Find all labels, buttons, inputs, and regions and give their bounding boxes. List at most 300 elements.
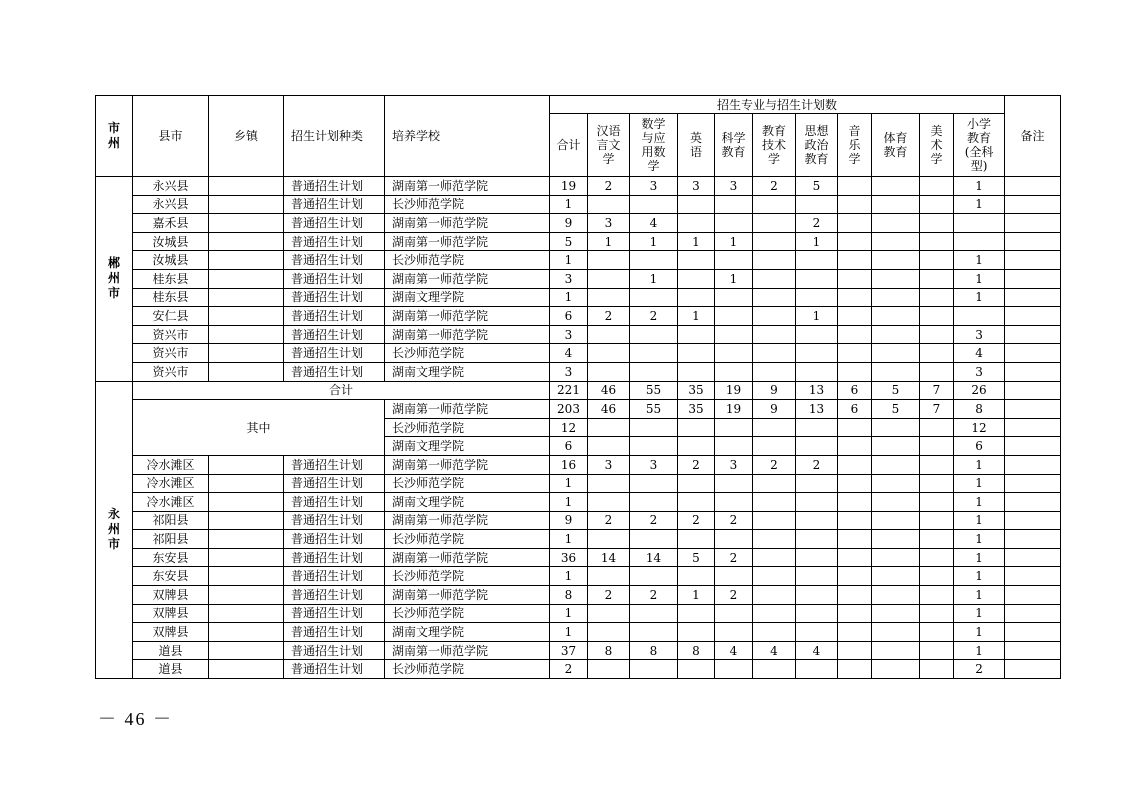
remark-cell	[1005, 325, 1061, 344]
town-cell	[209, 177, 284, 196]
value-cell	[838, 623, 872, 642]
value-cell: 4	[630, 214, 678, 233]
plan-type-cell: 普通招生计划	[284, 288, 385, 307]
plan-type-cell: 普通招生计划	[284, 269, 385, 288]
value-cell	[678, 530, 715, 549]
value-cell: 2	[550, 660, 588, 679]
town-cell	[209, 641, 284, 660]
value-cell: 1	[550, 195, 588, 214]
county-cell: 双牌县	[133, 586, 209, 605]
value-cell	[678, 567, 715, 586]
value-cell: 1	[954, 195, 1005, 214]
value-cell: 6	[550, 437, 588, 456]
plan-type-cell: 普通招生计划	[284, 177, 385, 196]
table-row	[96, 325, 1061, 344]
value-cell	[630, 474, 678, 493]
remark-cell	[1005, 269, 1061, 288]
header-plan-type: 招生计划种类	[284, 96, 385, 177]
table-body	[96, 177, 1061, 679]
value-cell: 2	[715, 511, 753, 530]
county-cell: 桂东县	[133, 288, 209, 307]
school-cell: 湖南第一师范学院	[385, 511, 550, 530]
value-cell	[588, 623, 630, 642]
value-cell	[678, 604, 715, 623]
value-cell	[838, 418, 872, 437]
value-cell	[838, 269, 872, 288]
value-cell	[753, 344, 796, 363]
value-cell	[588, 362, 630, 381]
value-cell	[796, 288, 838, 307]
remark-cell	[1005, 660, 1061, 679]
value-cell: 1	[954, 474, 1005, 493]
total-value-cell: 7	[920, 381, 954, 400]
value-cell	[872, 511, 920, 530]
value-cell: 8	[588, 641, 630, 660]
value-cell: 36	[550, 548, 588, 567]
value-cell: 12	[954, 418, 1005, 437]
value-cell	[753, 232, 796, 251]
value-cell	[796, 548, 838, 567]
value-cell	[715, 493, 753, 512]
value-cell	[753, 251, 796, 270]
value-cell	[872, 623, 920, 642]
plan-type-cell: 普通招生计划	[284, 586, 385, 605]
value-cell: 1	[588, 232, 630, 251]
value-cell: 19	[550, 177, 588, 196]
value-cell: 1	[954, 288, 1005, 307]
value-cell	[630, 530, 678, 549]
value-cell: 13	[796, 400, 838, 419]
total-value-cell: 19	[715, 381, 753, 400]
remark-cell	[1005, 474, 1061, 493]
total-value-cell: 55	[630, 381, 678, 400]
value-cell	[920, 214, 954, 233]
school-cell: 长沙师范学院	[385, 195, 550, 214]
value-cell: 2	[630, 586, 678, 605]
value-cell	[588, 195, 630, 214]
remark-cell	[1005, 288, 1061, 307]
town-cell	[209, 325, 284, 344]
county-cell: 嘉禾县	[133, 214, 209, 233]
value-cell	[753, 660, 796, 679]
value-cell	[588, 269, 630, 288]
remark-cell	[1005, 586, 1061, 605]
value-cell	[715, 251, 753, 270]
value-cell	[796, 437, 838, 456]
total-value-cell: 26	[954, 381, 1005, 400]
value-cell	[838, 195, 872, 214]
value-cell	[678, 195, 715, 214]
value-cell	[920, 325, 954, 344]
table-row	[96, 493, 1061, 512]
table-row	[96, 604, 1061, 623]
value-cell	[630, 362, 678, 381]
header-town: 乡镇	[209, 96, 284, 177]
value-cell	[796, 362, 838, 381]
value-cell	[838, 214, 872, 233]
value-cell: 1	[550, 493, 588, 512]
value-cell	[588, 530, 630, 549]
value-cell	[920, 269, 954, 288]
remark-cell	[1005, 604, 1061, 623]
value-cell: 37	[550, 641, 588, 660]
plan-type-cell: 普通招生计划	[284, 567, 385, 586]
value-cell	[715, 660, 753, 679]
remark-cell	[1005, 177, 1061, 196]
total-row	[96, 381, 1061, 400]
county-cell: 资兴市	[133, 344, 209, 363]
value-cell	[838, 344, 872, 363]
value-cell: 3	[954, 362, 1005, 381]
value-cell	[920, 567, 954, 586]
value-cell: 2	[796, 214, 838, 233]
value-cell	[678, 437, 715, 456]
value-cell: 1	[715, 232, 753, 251]
town-cell	[209, 660, 284, 679]
value-cell: 3	[630, 455, 678, 474]
county-cell: 冷水滩区	[133, 493, 209, 512]
town-cell	[209, 307, 284, 326]
town-cell	[209, 232, 284, 251]
value-cell	[678, 474, 715, 493]
school-cell: 长沙师范学院	[385, 344, 550, 363]
value-cell	[715, 623, 753, 642]
county-cell: 东安县	[133, 567, 209, 586]
value-cell: 9	[550, 214, 588, 233]
town-cell	[209, 511, 284, 530]
value-cell	[838, 493, 872, 512]
value-cell: 8	[550, 586, 588, 605]
value-cell: 46	[588, 400, 630, 419]
value-cell: 6	[954, 437, 1005, 456]
school-cell: 湖南文理学院	[385, 288, 550, 307]
value-cell	[796, 660, 838, 679]
value-cell: 1	[715, 269, 753, 288]
value-cell	[872, 530, 920, 549]
value-cell: 1	[954, 641, 1005, 660]
value-cell	[678, 493, 715, 512]
value-cell	[796, 269, 838, 288]
value-cell: 2	[753, 455, 796, 474]
header-city: 市 州	[96, 96, 133, 177]
value-cell	[588, 474, 630, 493]
value-cell	[872, 641, 920, 660]
table-row	[96, 548, 1061, 567]
value-cell	[838, 251, 872, 270]
value-cell	[678, 344, 715, 363]
school-cell: 湖南第一师范学院	[385, 307, 550, 326]
value-cell: 2	[588, 307, 630, 326]
value-cell	[753, 437, 796, 456]
remark-cell	[1005, 437, 1061, 456]
value-cell	[920, 474, 954, 493]
value-cell	[588, 418, 630, 437]
remark-cell	[1005, 455, 1061, 474]
remark-cell	[1005, 418, 1061, 437]
value-cell	[838, 307, 872, 326]
value-cell	[715, 195, 753, 214]
value-cell: 2	[678, 511, 715, 530]
value-cell	[796, 195, 838, 214]
value-cell	[838, 511, 872, 530]
value-cell	[838, 474, 872, 493]
value-cell: 2	[630, 511, 678, 530]
value-cell	[920, 251, 954, 270]
value-cell	[753, 195, 796, 214]
value-cell	[872, 586, 920, 605]
table-row	[96, 214, 1061, 233]
value-cell	[872, 214, 920, 233]
value-cell: 2	[715, 586, 753, 605]
school-cell: 湖南第一师范学院	[385, 400, 550, 419]
value-cell	[796, 586, 838, 605]
town-cell	[209, 344, 284, 363]
value-cell: 3	[550, 362, 588, 381]
value-cell	[796, 325, 838, 344]
remark-cell	[1005, 362, 1061, 381]
value-cell	[838, 437, 872, 456]
value-cell: 2	[588, 177, 630, 196]
plan-type-cell: 普通招生计划	[284, 474, 385, 493]
value-cell	[588, 437, 630, 456]
value-cell: 9	[753, 400, 796, 419]
header-major: 科学 教育	[715, 114, 753, 177]
value-cell: 1	[630, 269, 678, 288]
value-cell	[630, 493, 678, 512]
total-value-cell: 35	[678, 381, 715, 400]
total-value-cell: 9	[753, 381, 796, 400]
value-cell	[678, 660, 715, 679]
among-label: 其中	[133, 400, 385, 456]
value-cell	[753, 511, 796, 530]
value-cell	[588, 493, 630, 512]
remark-cell	[1005, 381, 1061, 400]
header-remark: 备注	[1005, 96, 1061, 177]
plan-type-cell: 普通招生计划	[284, 548, 385, 567]
county-cell: 祁阳县	[133, 511, 209, 530]
school-cell: 湖南第一师范学院	[385, 232, 550, 251]
value-cell	[838, 362, 872, 381]
value-cell: 12	[550, 418, 588, 437]
value-cell: 1	[630, 232, 678, 251]
header-county: 县市	[133, 96, 209, 177]
value-cell: 55	[630, 400, 678, 419]
value-cell	[630, 344, 678, 363]
value-cell	[838, 325, 872, 344]
town-cell	[209, 623, 284, 642]
value-cell	[920, 493, 954, 512]
header-row-1	[96, 96, 1061, 114]
table-header	[96, 96, 1061, 177]
value-cell: 1	[678, 307, 715, 326]
school-cell: 长沙师范学院	[385, 660, 550, 679]
value-cell	[753, 214, 796, 233]
value-cell: 1	[954, 604, 1005, 623]
value-cell: 1	[550, 530, 588, 549]
value-cell	[796, 251, 838, 270]
value-cell: 2	[588, 511, 630, 530]
value-cell: 1	[954, 251, 1005, 270]
header-major: 小学 教育 (全科 型)	[954, 114, 1005, 177]
value-cell	[753, 269, 796, 288]
value-cell	[588, 325, 630, 344]
town-cell	[209, 493, 284, 512]
value-cell	[630, 604, 678, 623]
table-row	[96, 288, 1061, 307]
value-cell	[630, 288, 678, 307]
value-cell	[630, 660, 678, 679]
value-cell: 3	[550, 269, 588, 288]
value-cell	[920, 623, 954, 642]
value-cell	[872, 344, 920, 363]
value-cell	[920, 511, 954, 530]
header-major: 音 乐 学	[838, 114, 872, 177]
table-row	[96, 530, 1061, 549]
remark-cell	[1005, 251, 1061, 270]
value-cell	[796, 474, 838, 493]
remark-cell	[1005, 530, 1061, 549]
value-cell: 3	[550, 325, 588, 344]
value-cell: 3	[954, 325, 1005, 344]
value-cell	[630, 437, 678, 456]
value-cell: 7	[920, 400, 954, 419]
value-cell	[753, 474, 796, 493]
value-cell	[678, 288, 715, 307]
value-cell: 1	[550, 567, 588, 586]
value-cell: 2	[678, 455, 715, 474]
value-cell: 1	[550, 604, 588, 623]
total-value-cell: 46	[588, 381, 630, 400]
county-cell: 冷水滩区	[133, 474, 209, 493]
value-cell	[678, 269, 715, 288]
school-cell: 长沙师范学院	[385, 530, 550, 549]
value-cell	[796, 604, 838, 623]
table-row	[96, 586, 1061, 605]
value-cell: 1	[954, 586, 1005, 605]
value-cell	[678, 214, 715, 233]
page-number: － 46 －	[98, 709, 173, 729]
value-cell	[796, 344, 838, 363]
value-cell	[920, 344, 954, 363]
value-cell: 8	[678, 641, 715, 660]
value-cell: 5	[678, 548, 715, 567]
value-cell	[920, 586, 954, 605]
value-cell	[796, 493, 838, 512]
value-cell: 5	[550, 232, 588, 251]
value-cell	[838, 567, 872, 586]
value-cell	[753, 604, 796, 623]
value-cell: 14	[588, 548, 630, 567]
total-value-cell: 221	[550, 381, 588, 400]
county-cell: 道县	[133, 641, 209, 660]
value-cell	[796, 530, 838, 549]
value-cell	[872, 455, 920, 474]
value-cell	[796, 418, 838, 437]
county-cell: 桂东县	[133, 269, 209, 288]
value-cell: 4	[753, 641, 796, 660]
county-cell: 永兴县	[133, 177, 209, 196]
town-cell	[209, 548, 284, 567]
value-cell	[872, 660, 920, 679]
table-row	[96, 344, 1061, 363]
county-cell: 双牌县	[133, 623, 209, 642]
value-cell	[920, 641, 954, 660]
school-cell: 湖南文理学院	[385, 493, 550, 512]
value-cell: 1	[954, 269, 1005, 288]
value-cell	[920, 455, 954, 474]
value-cell	[838, 530, 872, 549]
plan-type-cell: 普通招生计划	[284, 530, 385, 549]
header-major: 汉语 言文 学	[588, 114, 630, 177]
value-cell: 3	[588, 455, 630, 474]
value-cell: 1	[954, 567, 1005, 586]
county-cell: 永兴县	[133, 195, 209, 214]
remark-cell	[1005, 511, 1061, 530]
header-major: 合计	[550, 114, 588, 177]
value-cell	[753, 418, 796, 437]
table-row	[96, 455, 1061, 474]
value-cell	[715, 214, 753, 233]
value-cell	[838, 660, 872, 679]
value-cell	[753, 362, 796, 381]
value-cell	[753, 307, 796, 326]
value-cell	[715, 437, 753, 456]
remark-cell	[1005, 623, 1061, 642]
remark-cell	[1005, 641, 1061, 660]
value-cell	[872, 251, 920, 270]
value-cell	[715, 344, 753, 363]
table-row	[96, 195, 1061, 214]
value-cell: 8	[630, 641, 678, 660]
value-cell: 3	[588, 214, 630, 233]
value-cell: 1	[678, 232, 715, 251]
value-cell: 1	[550, 288, 588, 307]
school-cell: 湖南第一师范学院	[385, 269, 550, 288]
value-cell: 1	[796, 307, 838, 326]
value-cell: 1	[954, 493, 1005, 512]
value-cell: 1	[550, 251, 588, 270]
plan-type-cell: 普通招生计划	[284, 214, 385, 233]
plan-type-cell: 普通招生计划	[284, 195, 385, 214]
value-cell	[678, 623, 715, 642]
value-cell	[796, 623, 838, 642]
school-cell: 湖南文理学院	[385, 623, 550, 642]
school-cell: 湖南第一师范学院	[385, 586, 550, 605]
plan-type-cell: 普通招生计划	[284, 307, 385, 326]
value-cell	[715, 362, 753, 381]
value-cell	[920, 288, 954, 307]
value-cell: 14	[630, 548, 678, 567]
plan-type-cell: 普通招生计划	[284, 660, 385, 679]
value-cell: 3	[630, 177, 678, 196]
value-cell: 5	[796, 177, 838, 196]
value-cell	[872, 362, 920, 381]
table-row	[96, 660, 1061, 679]
value-cell	[954, 232, 1005, 251]
total-value-cell: 13	[796, 381, 838, 400]
value-cell	[872, 493, 920, 512]
value-cell	[753, 530, 796, 549]
county-cell: 道县	[133, 660, 209, 679]
value-cell: 2	[954, 660, 1005, 679]
value-cell	[838, 586, 872, 605]
value-cell	[678, 325, 715, 344]
school-cell: 湖南第一师范学院	[385, 641, 550, 660]
total-value-cell: 6	[838, 381, 872, 400]
value-cell	[872, 307, 920, 326]
plan-type-cell: 普通招生计划	[284, 493, 385, 512]
remark-cell	[1005, 307, 1061, 326]
